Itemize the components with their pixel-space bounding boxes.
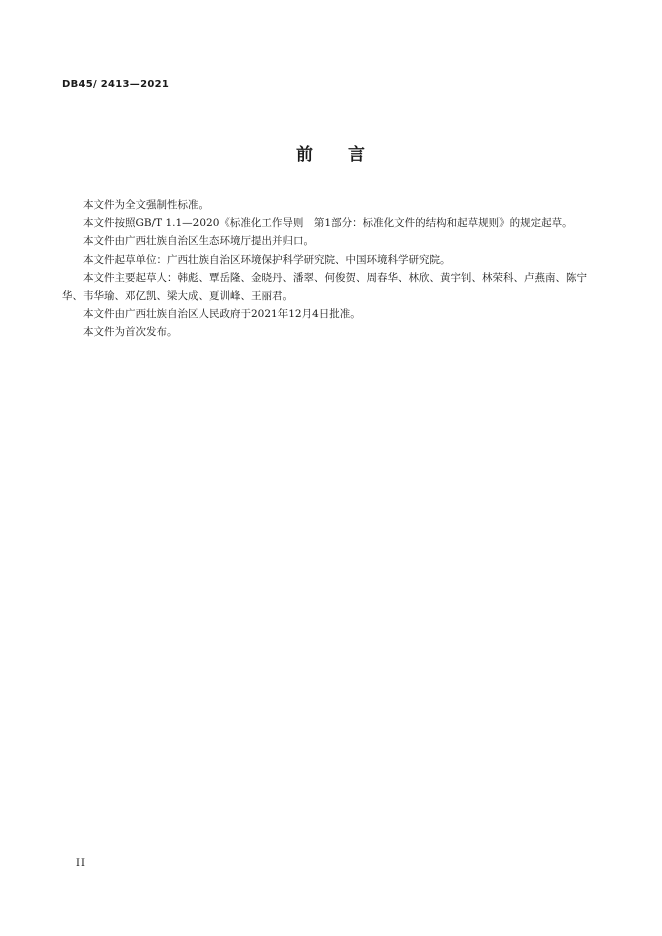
page-title bbox=[0, 140, 662, 165]
paragraph-drafting-rules: 本文件按照GB/T 1.1—2020《标准化工作导则 第1部分：标准化文件的结构和起草规则》的规定起草。 bbox=[83, 217, 573, 230]
title-char-2: 言 bbox=[348, 145, 366, 165]
paragraph-first-release: 本文件为首次发布。 bbox=[83, 326, 178, 339]
title-char-1: 前 bbox=[296, 145, 314, 165]
paragraph-drafting-units: 本文件起草单位：广西壮族自治区环境保护科学研究院、中国环境科学研究院。 bbox=[83, 253, 451, 266]
paragraph-mandatory: 本文件为全文强制性标准。 bbox=[83, 199, 209, 211]
paragraph-approval: 本文件由广西壮族自治区人民政府于2021年12月4日批准。 bbox=[83, 308, 361, 321]
foreword-body bbox=[62, 196, 592, 342]
page-number: II bbox=[76, 858, 86, 869]
document-code: DB45/ 2413—2021 bbox=[62, 79, 170, 90]
paragraph-proposer: 本文件由广西壮族自治区生态环境厅提出并归口。 bbox=[83, 235, 314, 248]
paragraph-drafters: 本文件主要起草人：韩彪、覃岳隆、金晓丹、潘翠、何俊贺、周春华、林欣、黄宇钊、林荣科、卢燕南、陈宁华、韦华瑜、邓亿凯、梁大成、夏训峰、王丽君。 bbox=[62, 271, 587, 303]
